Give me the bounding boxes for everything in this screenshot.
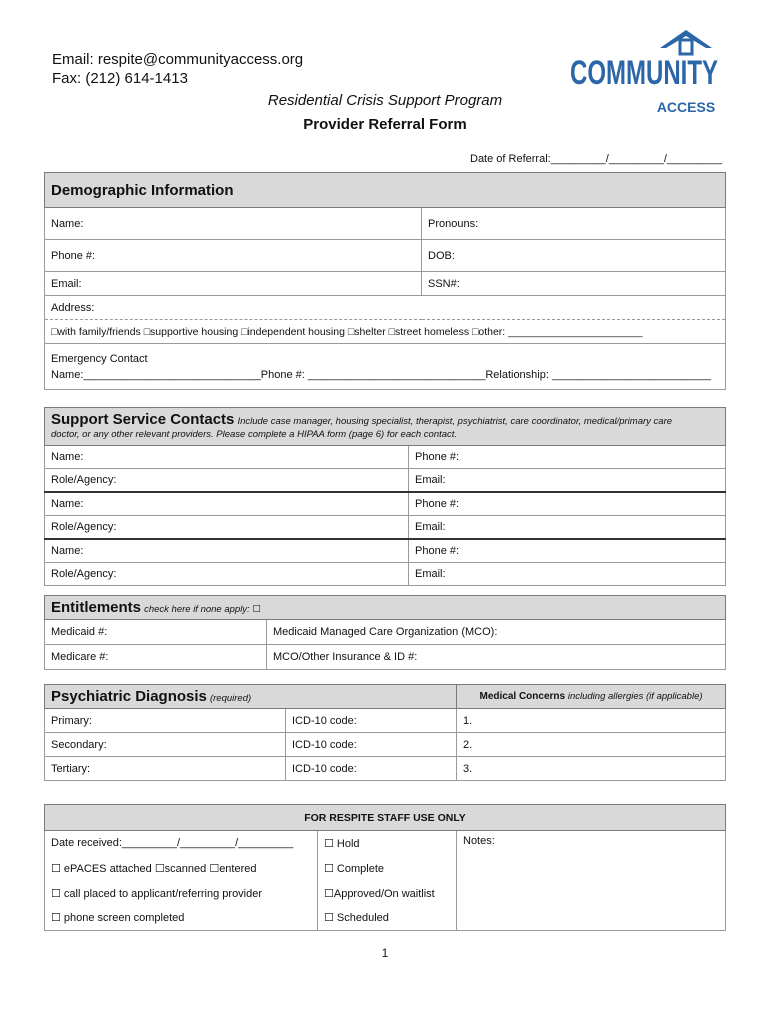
mco-other-field[interactable]: MCO/Other Insurance & ID #: bbox=[267, 645, 726, 670]
primary-icd[interactable]: ICD-10 code: bbox=[286, 709, 457, 733]
name-field[interactable]: Name: bbox=[45, 208, 422, 240]
staff-use-title: FOR RESPITE STAFF USE ONLY bbox=[45, 805, 726, 831]
contact2-email[interactable]: Email: bbox=[409, 516, 726, 539]
epaces-checkboxes[interactable]: ☐ ePACES attached ☐scanned ☐entered bbox=[45, 856, 318, 881]
secondary-diagnosis[interactable]: Secondary: bbox=[45, 733, 286, 757]
contact2-name[interactable]: Name: bbox=[45, 492, 409, 516]
contact3-name[interactable]: Name: bbox=[45, 539, 409, 563]
email-line: Email: respite@communityaccess.org bbox=[52, 51, 304, 68]
medical-concerns-title: Medical Concerns bbox=[479, 691, 566, 702]
contact3-role[interactable]: Role/Agency: bbox=[45, 563, 409, 586]
program-name: Residential Crisis Support Program bbox=[267, 92, 503, 109]
date-received-field[interactable]: Date received:_________/_________/_________ bbox=[45, 831, 318, 856]
contact1-email[interactable]: Email: bbox=[409, 469, 726, 492]
medical-concern-2[interactable]: 2. bbox=[457, 733, 726, 757]
support-header bbox=[45, 408, 726, 446]
phone-field[interactable]: Phone #: bbox=[45, 240, 422, 272]
demographic-section bbox=[44, 172, 726, 390]
contact-info bbox=[52, 50, 303, 88]
contact1-phone[interactable]: Phone #: bbox=[409, 446, 726, 469]
support-title: Support Service Contacts bbox=[51, 410, 235, 428]
page-number: 1 bbox=[381, 946, 389, 960]
ssn-field[interactable]: SSN#: bbox=[422, 272, 726, 296]
dob-field[interactable]: DOB: bbox=[422, 240, 726, 272]
contact2-phone[interactable]: Phone #: bbox=[409, 492, 726, 516]
medical-concern-1[interactable]: 1. bbox=[457, 709, 726, 733]
psychiatric-section bbox=[44, 684, 726, 781]
contact1-name[interactable]: Name: bbox=[45, 446, 409, 469]
call-placed-checkbox[interactable]: ☐ call placed to applicant/referring provider bbox=[45, 881, 318, 906]
address-field[interactable]: Address: bbox=[45, 296, 726, 320]
medical-concerns-header bbox=[457, 685, 726, 709]
entitlements-header bbox=[45, 596, 726, 620]
notes-field[interactable]: Notes: bbox=[457, 831, 726, 931]
demographic-title: Demographic Information bbox=[51, 181, 234, 199]
psychiatric-title: Psychiatric Diagnosis bbox=[51, 688, 207, 705]
primary-diagnosis[interactable]: Primary: bbox=[45, 709, 286, 733]
pronouns-field[interactable]: Pronouns: bbox=[422, 208, 726, 240]
phone-screen-checkbox[interactable]: ☐ phone screen completed bbox=[45, 906, 318, 931]
mco-field[interactable]: Medicaid Managed Care Organization (MCO): bbox=[267, 620, 726, 645]
tertiary-diagnosis[interactable]: Tertiary: bbox=[45, 757, 286, 781]
support-note-1: Include case manager, housing specialist, therapist, psychiatrist, care coordinator, medical/primary care bbox=[237, 415, 673, 427]
secondary-icd[interactable]: ICD-10 code: bbox=[286, 733, 457, 757]
contact3-phone[interactable]: Phone #: bbox=[409, 539, 726, 563]
contact3-email[interactable]: Email: bbox=[409, 563, 726, 586]
psychiatric-required: (required) bbox=[209, 693, 252, 704]
logo-word-community: COMMUNITY bbox=[570, 54, 719, 92]
hold-checkbox[interactable]: ☐ Hold bbox=[318, 831, 457, 856]
logo-word-access: ACCESS bbox=[656, 99, 716, 115]
complete-checkbox[interactable]: ☐ Complete bbox=[318, 856, 457, 881]
form-title: Provider Referral Form bbox=[303, 116, 467, 133]
entitlements-section bbox=[44, 595, 726, 670]
fax-line: Fax: (212) 614-1413 bbox=[52, 70, 188, 87]
emergency-contact-line[interactable]: Name:_____________________________Phone #: _____________________________Relationship: __________________________ bbox=[51, 368, 712, 381]
contact1-role[interactable]: Role/Agency: bbox=[45, 469, 409, 492]
demographic-header bbox=[45, 173, 726, 208]
staff-use-section bbox=[44, 804, 726, 931]
scheduled-checkbox[interactable]: ☐ Scheduled bbox=[318, 906, 457, 931]
housing-options[interactable]: □with family/friends □supportive housing □independent housing □shelter □street homeless □other: _______________________ bbox=[45, 320, 726, 344]
entitlements-title: Entitlements bbox=[51, 599, 142, 616]
contact2-role[interactable]: Role/Agency: bbox=[45, 516, 409, 539]
support-note-2: doctor, or any other relevant providers. Please complete a HIPAA form (page 6) for each contact. bbox=[51, 428, 458, 440]
entitlements-none-checkbox[interactable]: check here if none apply: ☐ bbox=[144, 604, 261, 615]
medicaid-field[interactable]: Medicaid #: bbox=[45, 620, 267, 645]
date-of-referral-field[interactable]: Date of Referral:_________/_________/_________ bbox=[470, 153, 722, 165]
psychiatric-header bbox=[45, 685, 457, 709]
email-field[interactable]: Email: bbox=[45, 272, 422, 296]
tertiary-icd[interactable]: ICD-10 code: bbox=[286, 757, 457, 781]
emergency-contact-label: Emergency Contact bbox=[51, 352, 148, 365]
medical-concern-3[interactable]: 3. bbox=[457, 757, 726, 781]
approved-checkbox[interactable]: ☐Approved/On waitlist bbox=[318, 881, 457, 906]
medicare-field[interactable]: Medicare #: bbox=[45, 645, 267, 670]
emergency-contact-block bbox=[45, 344, 726, 390]
medical-concerns-note: including allergies (if applicable) bbox=[567, 691, 703, 702]
support-contacts-section bbox=[44, 407, 726, 586]
